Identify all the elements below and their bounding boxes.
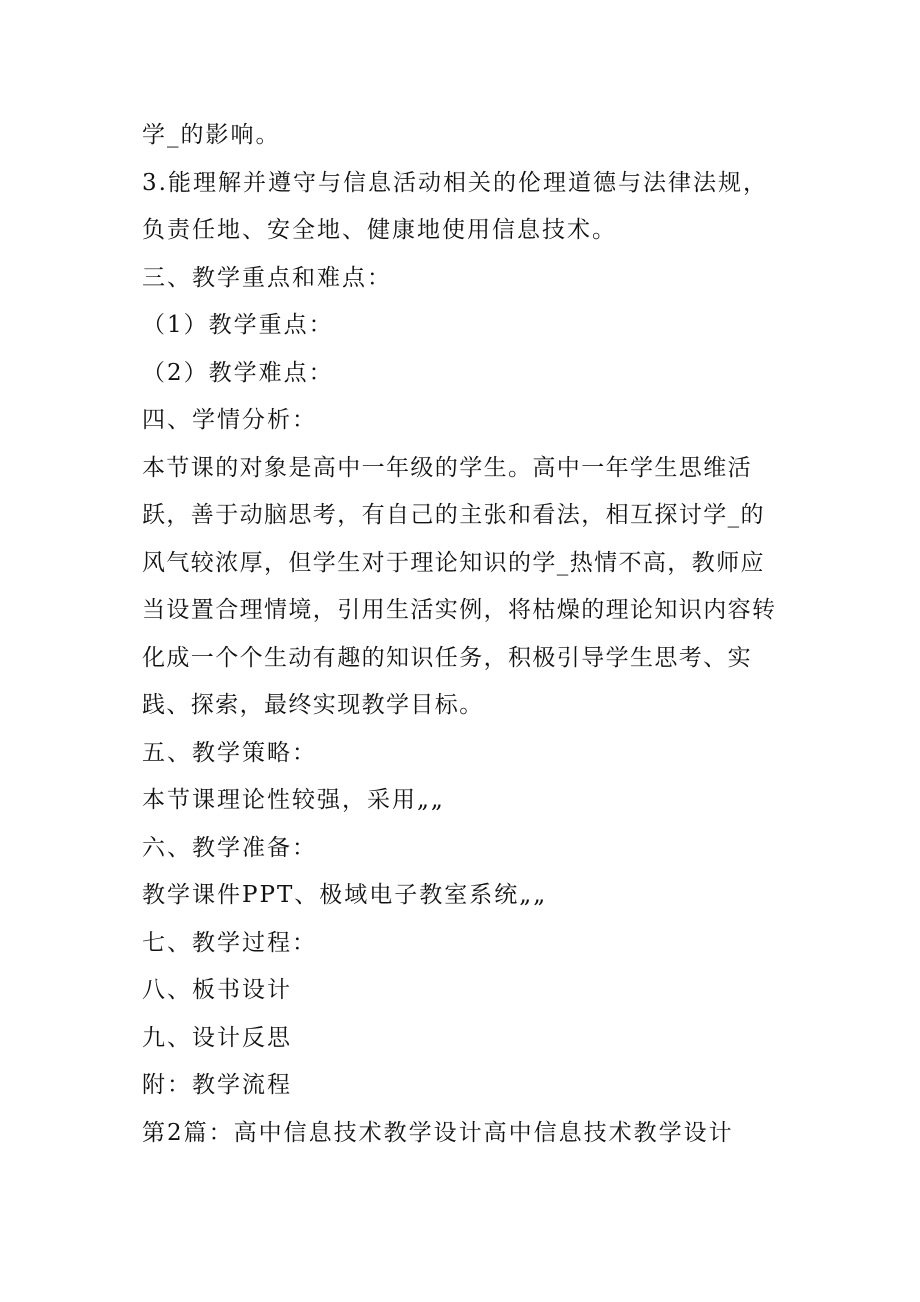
subheading-difficulties: （2）教学难点： <box>142 359 334 386</box>
section-heading-8: 八、板书设计 <box>142 977 292 1003</box>
section-heading-5: 五、教学策略： <box>142 739 317 766</box>
learner-analysis-paragraph: 本节课的对象是高中一年级的学生。高中一年学生思维活跃，善于动脑思考，有自己的主张和看法，相互探讨学_的风气较浓厚，但学生对于理论知识的学_热情不高，教师应当设置合理情境，引用生活实例，将枯燥的理论知识内容转化成一个个生动有趣的知识任务，积极引导学生思考、实践、探索，最终实现教学目标。 <box>142 454 777 718</box>
paragraph-continuation: 学_的影响。 <box>142 122 281 148</box>
section-heading-3: 三、教学重点和难点： <box>142 264 392 291</box>
strategy-paragraph: 本节课理论性较强，采用„„ <box>142 787 445 813</box>
objective-3: 3.能理解并遵守与信息活动相关的伦理道德与法律法规，负责任地、安全地、健康地使用信息技术。 <box>142 169 768 243</box>
appendix-heading: 附：教学流程 <box>142 1072 292 1098</box>
section-heading-7: 七、教学过程： <box>142 929 317 956</box>
subheading-key-points: （1）教学重点： <box>142 312 334 338</box>
section-heading-4: 四、学情分析： <box>142 407 317 433</box>
section-heading-9: 九、设计反思 <box>142 1024 292 1051</box>
next-article-title: 第2篇：高中信息技术教学设计高中信息技术教学设计 <box>142 1119 734 1146</box>
preparation-paragraph: 教学课件PPT、极域电子教室系统„„ <box>142 882 548 908</box>
document-body <box>142 112 782 1157</box>
section-heading-6: 六、教学准备： <box>142 834 317 861</box>
